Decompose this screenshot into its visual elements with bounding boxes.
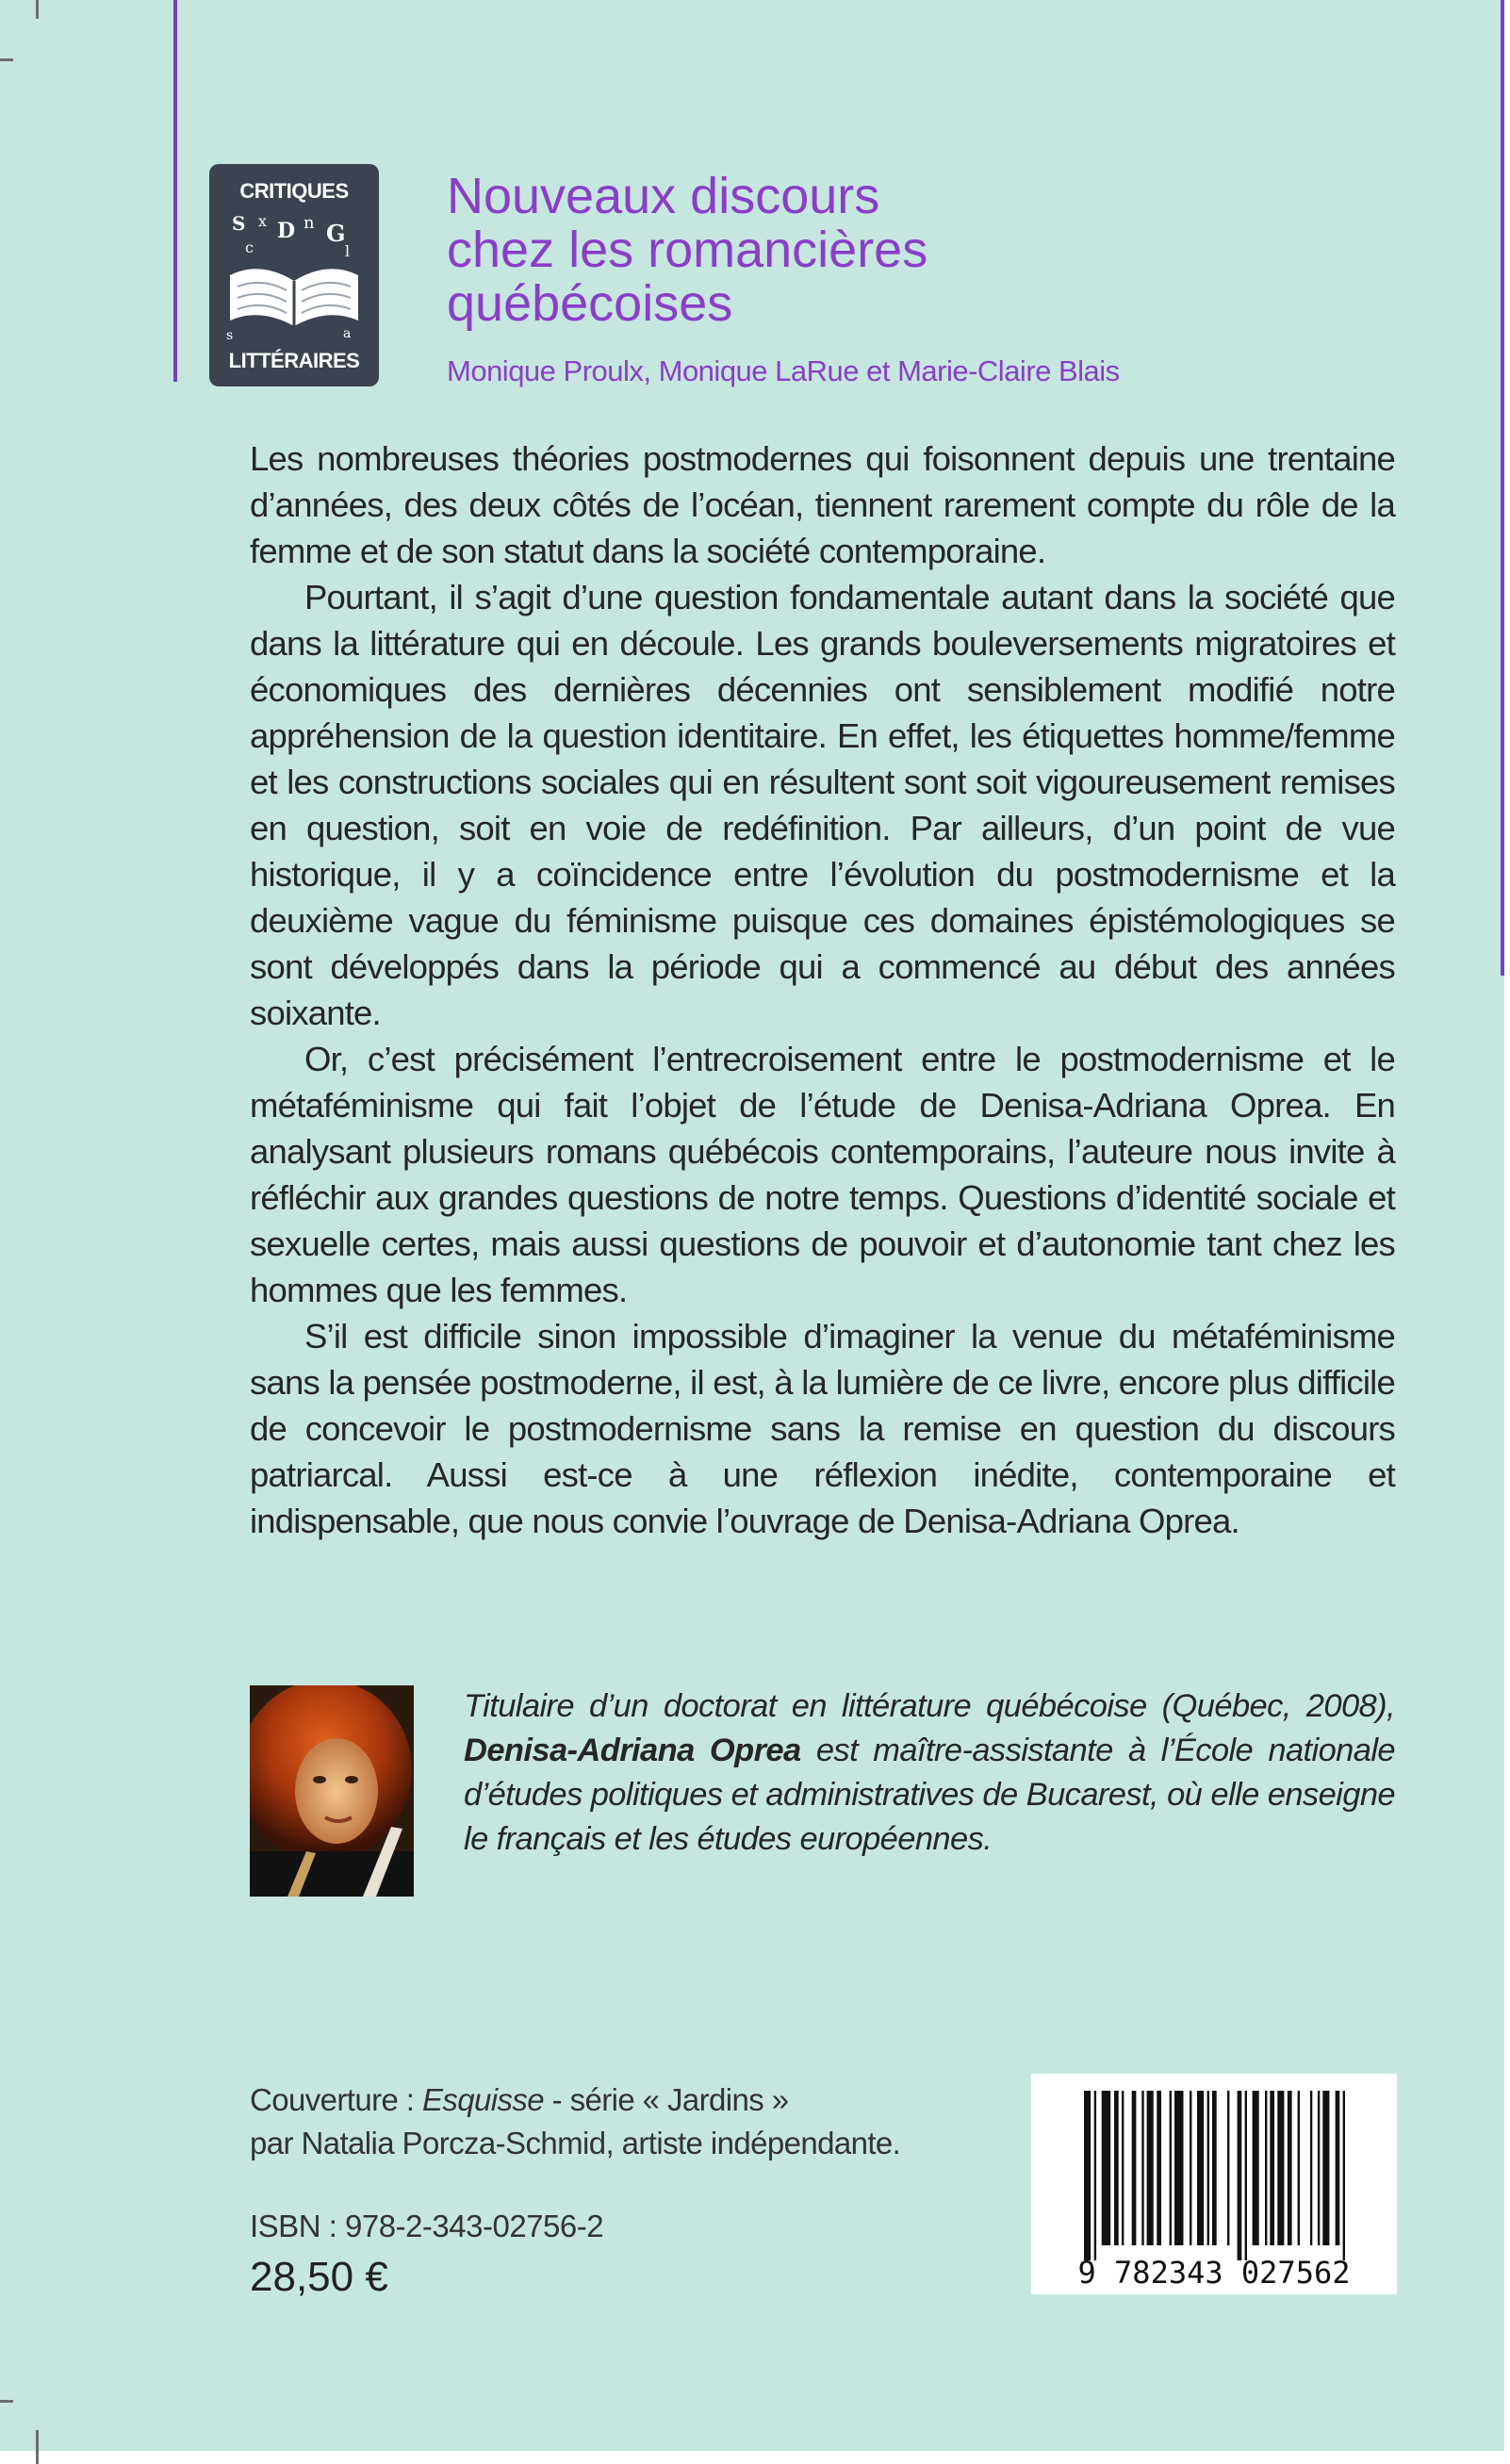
barcode-bar	[1212, 2091, 1217, 2245]
svg-text:a: a	[343, 326, 352, 341]
barcode-bar	[1245, 2091, 1247, 2260]
series-logo-line2: LITTÉRAIRES	[228, 349, 360, 372]
barcode-bar	[1318, 2091, 1320, 2245]
barcode-bar	[1310, 2091, 1312, 2245]
cover-credits	[250, 2078, 1023, 2165]
author-name: Denisa-Adriana Oprea	[464, 1733, 801, 1768]
series-logo	[209, 164, 379, 386]
barcode-bar	[1336, 2091, 1340, 2245]
spine-fold-line	[173, 0, 177, 382]
credits-line-1	[250, 2078, 1023, 2122]
barcode-bar	[1132, 2091, 1137, 2245]
barcode-bar	[1094, 2091, 1096, 2260]
barcode-bar	[1170, 2091, 1172, 2245]
barcode-bar	[1114, 2091, 1119, 2245]
barcode-bar	[1084, 2091, 1091, 2260]
barcode-bar	[1227, 2091, 1229, 2245]
svg-text:D: D	[277, 219, 296, 243]
book-subtitle: Monique Proulx, Monique LaRue et Marie-Claire Blais	[447, 354, 1120, 387]
blurb-paragraph-2: Pourtant, il s’agit d’une question fondamentale autant dans la société que dans la littérature qui en découle. Les grands bouleversements migratoires et économiques des dernières décennies ont sensiblement modifié notre appréhension de la question identitaire. En effet, les étiquettes homme/femme et les constructions sociales qui en résultent sont soit vigoureusement remises en question, soit en voie de redéfinition. Par ailleurs, d’un point de vue historique, il y a coïncidence entre l’évolution du postmodernisme et la deuxième vague du féminisme puisque ces domaines épistémologiques se sont développés dans la période qui a commencé au début des années soixante.	[250, 578, 1395, 1032]
barcode-bar	[1102, 2091, 1111, 2245]
blurb-paragraph-3: Or, c’est précisément l’entrecroisement entre le postmodernisme et le métaféminisme qui fait l’objet de l’étude de Denisa-Adriana Oprea. En analysant plusieurs romans québécois contemporains, l’auteure nous invite à réfléchir aux grandes questions de notre temps. Questions d’identité sociale et sexuelle certes, mais aussi questions de pouvoir et d’autonomie tant chez les hommes que les femmes.	[250, 1040, 1395, 1309]
barcode-bar	[1288, 2091, 1292, 2245]
barcode-bar	[1141, 2091, 1143, 2245]
crop-mark	[36, 0, 39, 19]
open-book-icon	[222, 209, 366, 341]
price: 28,50 €	[250, 2254, 388, 2300]
barcode-bar	[1298, 2091, 1300, 2245]
barcode-bar	[1270, 2091, 1274, 2245]
author-bio-intro: Titulaire d’un doctorat en littérature québécoise (Québec, 2008),	[464, 1688, 1395, 1724]
right-bleed	[1504, 0, 1510, 2464]
crop-mark	[0, 58, 13, 61]
series-logo-line1: CRITIQUES	[239, 179, 349, 203]
blurb-paragraph-4: S’il est difficile sinon impossible d’imaginer la venue du métaféminisme sans la pensée postmoderne, il est, à la lumière de ce livre, encore plus difficile de concevoir le postmodernisme sans la remise en question du discours patriarcal. Aussi est-ce à une réflexion inédite, contemporaine et indispensable, que nous convie l’ouvrage de Denisa-Adriana Oprea.	[250, 1317, 1395, 1540]
svg-text:G: G	[326, 220, 346, 247]
barcode-bar	[1277, 2091, 1284, 2245]
book-title: Nouveaux discours chez les romancières québécoises	[447, 168, 928, 332]
isbn: ISBN : 978-2-343-02756-2	[250, 2209, 604, 2243]
barcode-bar	[1197, 2091, 1204, 2245]
author-photo	[250, 1685, 414, 1897]
artwork-series: - série « Jardins »	[544, 2082, 789, 2117]
barcode-bar	[1122, 2091, 1124, 2245]
svg-text:s: s	[226, 328, 234, 341]
barcode-bar	[1343, 2091, 1345, 2260]
barcode-bar	[1207, 2091, 1209, 2245]
svg-text:n: n	[304, 213, 315, 233]
barcode-bar	[1157, 2091, 1161, 2245]
svg-text:l: l	[345, 242, 351, 260]
credits-line-2: par Natalia Porcza-Schmid, artiste indépendante.	[250, 2126, 901, 2160]
svg-text:x: x	[258, 212, 268, 230]
barcode-bar	[1174, 2091, 1184, 2245]
back-cover-blurb	[250, 435, 1395, 1544]
barcode-bar	[1322, 2091, 1329, 2245]
svg-text:c: c	[245, 238, 254, 256]
bottom-bleed	[0, 2451, 1510, 2464]
credits-prefix: Couverture :	[250, 2082, 422, 2117]
crop-mark	[0, 2400, 13, 2403]
artwork-title: Esquisse	[421, 2082, 545, 2117]
barcode	[1031, 2074, 1397, 2294]
barcode-digits: 9 782343 027562	[1077, 2255, 1351, 2291]
svg-text:S: S	[232, 212, 246, 235]
author-bio	[464, 1684, 1395, 1862]
crop-mark	[36, 2430, 39, 2464]
blurb-paragraph-1: Les nombreuses théories postmodernes qui foisonnent depuis une trentaine d’années, des deux côtés de l’océan, tiennent rarement compte du rôle de la femme et de son statut dans la société contemporaine.	[250, 439, 1395, 570]
barcode-bar	[1238, 2091, 1242, 2260]
barcode-bar	[1253, 2091, 1259, 2245]
barcode-bar	[1265, 2091, 1267, 2245]
barcode-graphic	[1031, 2074, 1397, 2294]
author-bio-rest: est maître-assistante à l’École nationale d’études politiques et administratives de Bucarest, où elle enseigne le français et les études européennes.	[464, 1733, 1395, 1857]
barcode-bar	[1147, 2091, 1154, 2245]
barcode-bar	[1190, 2091, 1191, 2245]
